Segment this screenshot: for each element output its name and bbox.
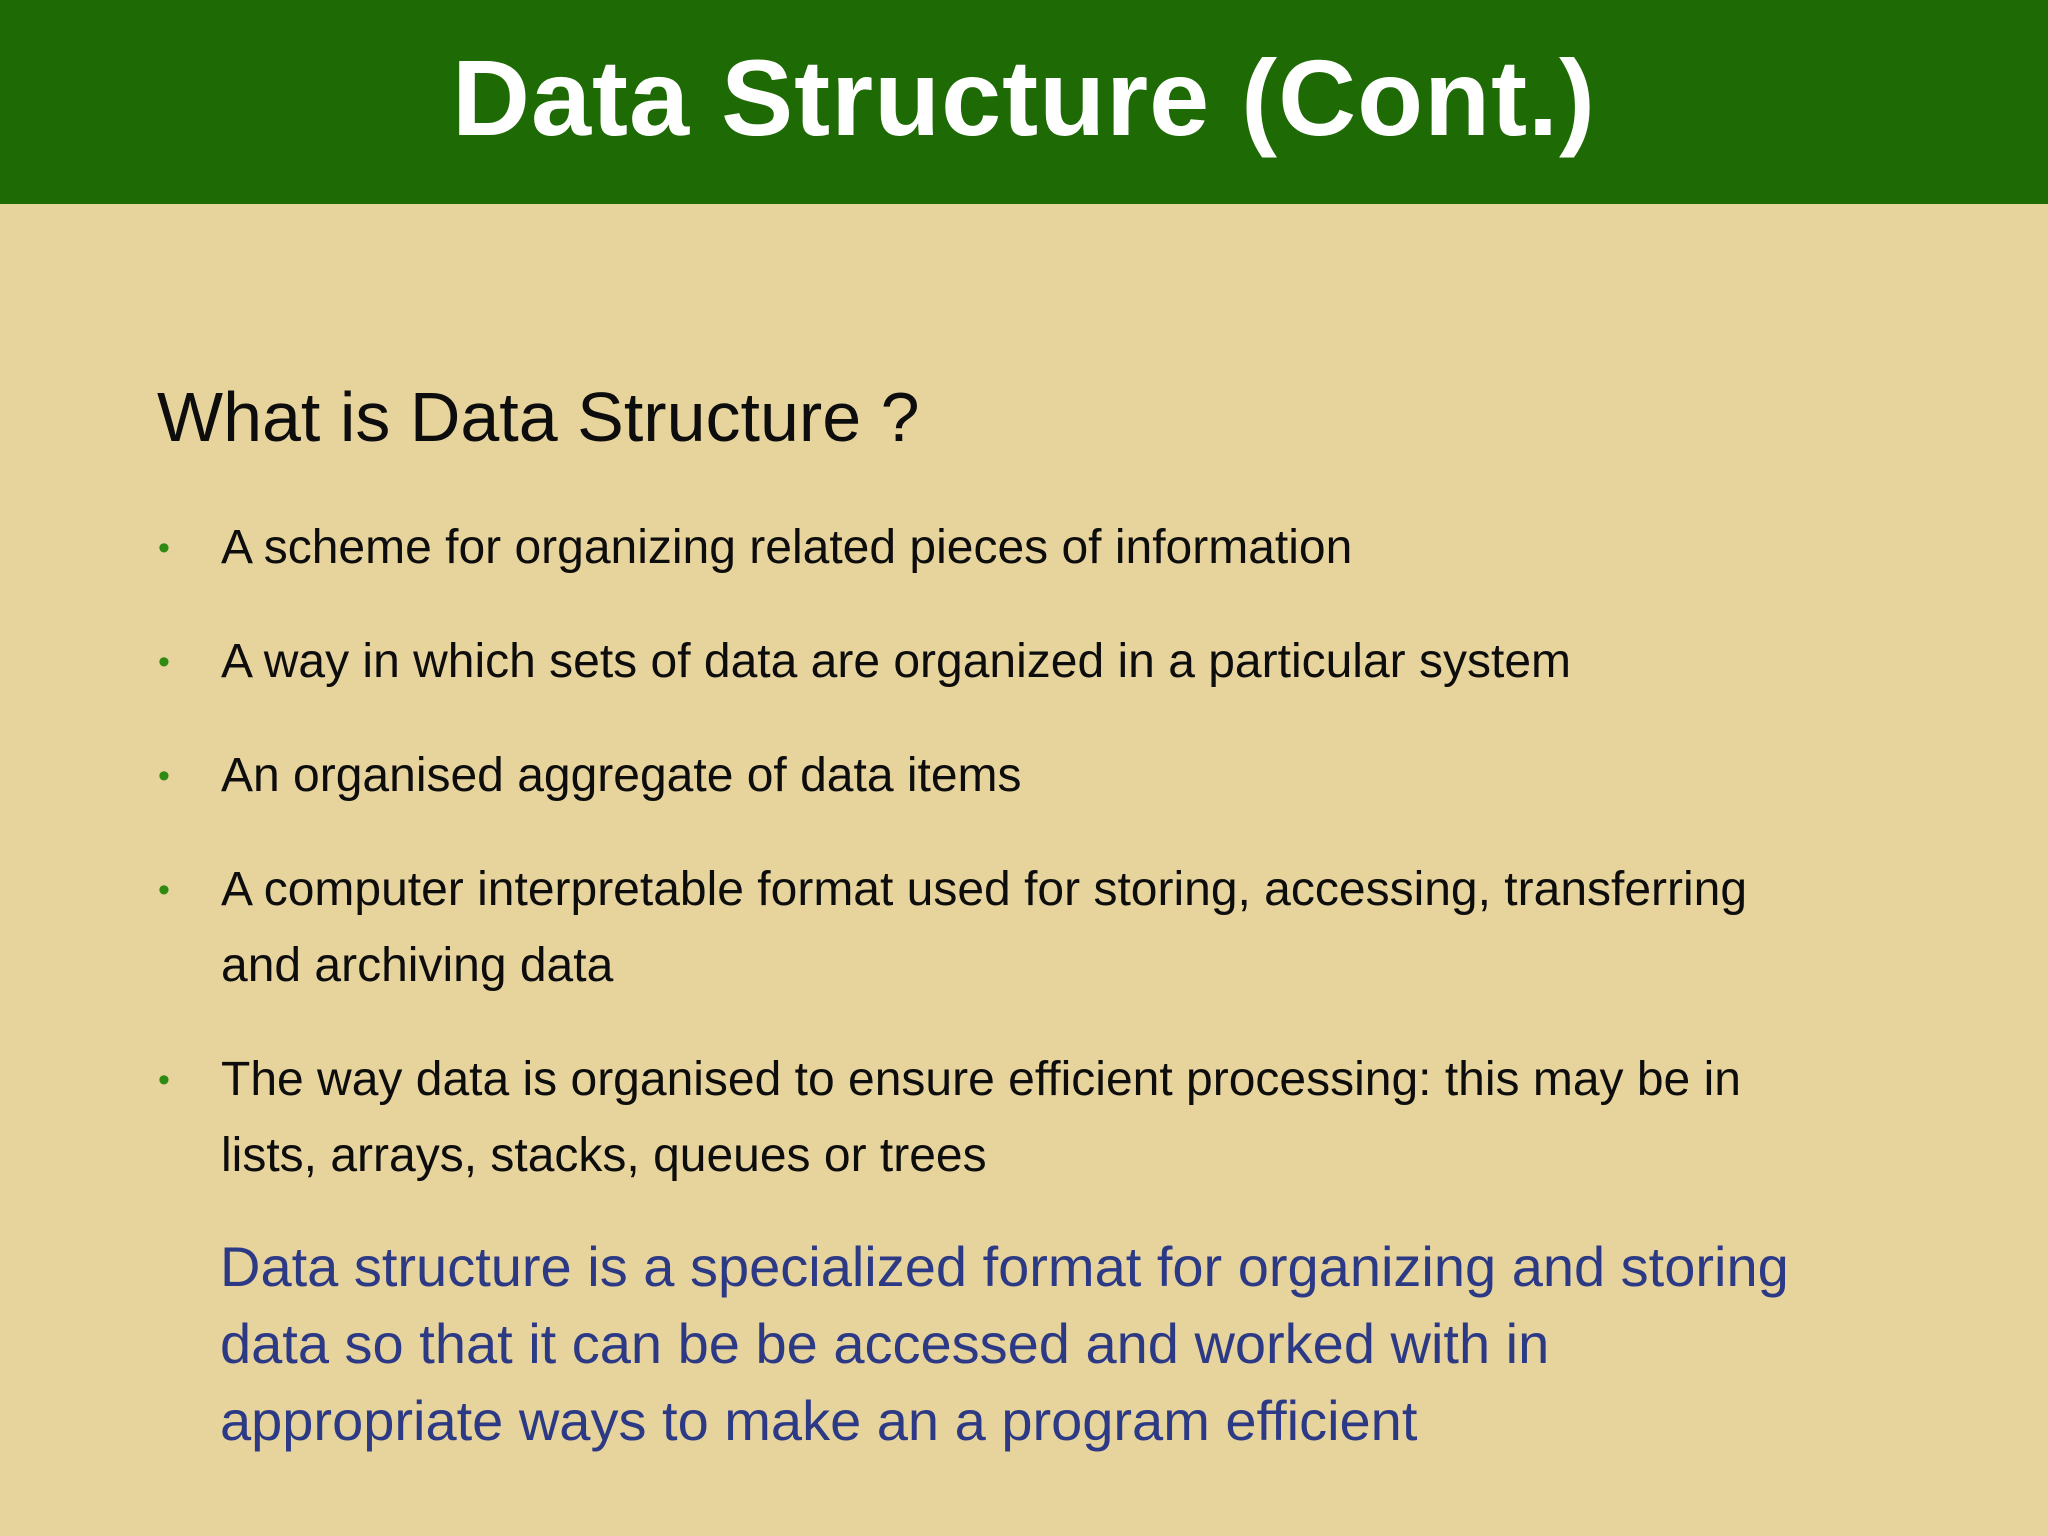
list-item bbox=[155, 510, 1955, 586]
bullet-icon: • bbox=[158, 871, 170, 909]
list-item bbox=[155, 738, 1955, 814]
list-item bbox=[155, 624, 1955, 700]
list-item bbox=[155, 852, 1955, 1004]
list-item bbox=[155, 1042, 1955, 1194]
bullet-text: The way data is organised to ensure efficient processing: this may be in lists, arrays, stacks, queues or trees bbox=[221, 1053, 1741, 1182]
bullet-text: A computer interpretable format used for storing, accessing, transferring and archiving data bbox=[221, 863, 1748, 992]
bullet-text: A scheme for organizing related pieces of information bbox=[221, 521, 1353, 574]
bullet-list bbox=[155, 510, 1955, 1232]
bullet-icon: • bbox=[158, 757, 170, 795]
slide-subtitle: What is Data Structure ? bbox=[157, 378, 920, 456]
bullet-text: A way in which sets of data are organized in a particular system bbox=[221, 635, 1571, 688]
bullet-icon: • bbox=[158, 529, 170, 567]
definition-text: Data structure is a specialized format for organizing and storing data so that it can be be accessed and worked with in appropriate ways to make an a program efficient bbox=[220, 1235, 1789, 1452]
bullet-text: An organised aggregate of data items bbox=[221, 749, 1022, 802]
bullet-icon: • bbox=[158, 643, 170, 681]
slide-title: Data Structure (Cont.) bbox=[451, 37, 1597, 158]
bullet-icon: • bbox=[158, 1061, 170, 1099]
title-bar bbox=[0, 0, 2048, 204]
